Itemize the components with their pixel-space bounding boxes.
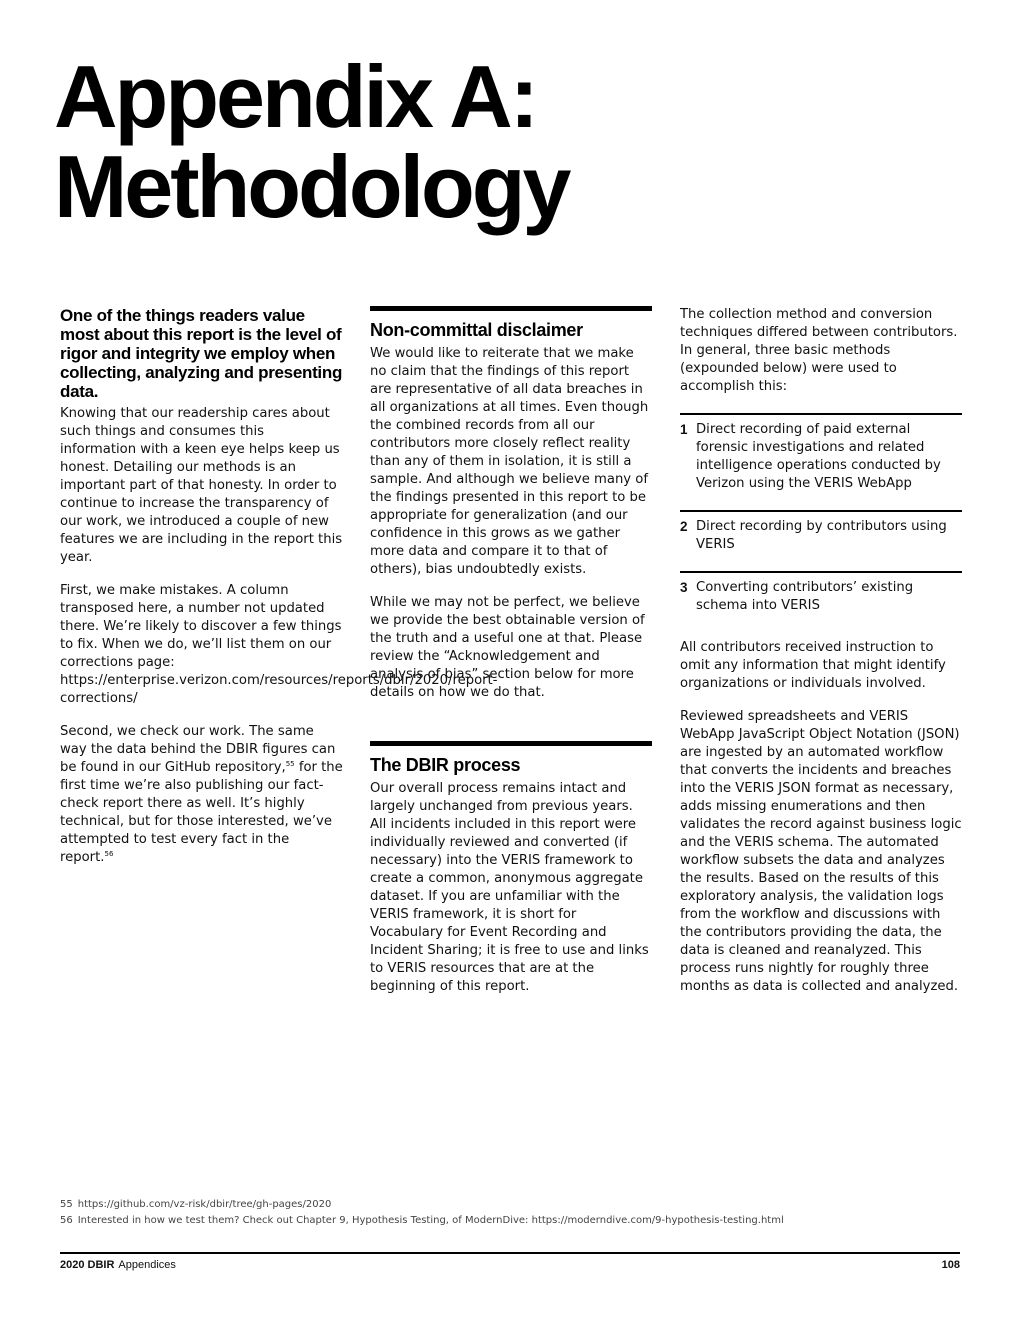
section-heading-dbir-process: The DBIR process (370, 755, 521, 775)
footnote-55 (60, 1197, 960, 1213)
footnote-number: 56 (60, 1215, 73, 1226)
fact-check-paragraph (60, 723, 344, 867)
collection-intro-paragraph: The collection method and conversion techniques differed between contributors. In general, three basic methods (expounded below) were used to accomplish this: (680, 307, 958, 394)
lede-paragraph: One of the things readers value most about this report is the level of rigor and integrity we employ when collecting, analyzing and presenting data. (60, 306, 343, 401)
list-item-number: 3 (680, 580, 688, 595)
process-paragraph: Our overall process remains intact and largely unchanged from previous years. All incidents included in this report were individually reviewed and converted (if necessary) into the VERIS framework to create a common, anonymous aggregate dataset. If you are unfamiliar with the VERIS framework, it is short for Vocabulary for Event Recording and Incident Sharing; it is free to use and links to VERIS resources that are at the beginning of this report. (370, 781, 649, 994)
list-item (680, 510, 962, 554)
anonymity-paragraph: All contributors received instruction to omit any information that might identify organizations or individuals involved. (680, 640, 946, 691)
list-item-number: 1 (680, 422, 688, 437)
page-title-line-1: Appendix A: (54, 47, 536, 146)
footer-left (60, 1258, 176, 1272)
page-number: 108 (941, 1259, 960, 1271)
footer-divider (60, 1252, 960, 1254)
footnote-link[interactable]: https://github.com/vz-risk/dbir/tree/gh-pages/2020 (77, 1199, 332, 1210)
section-divider (370, 741, 652, 746)
page-title (54, 47, 569, 236)
fact-check-text-a: Second, we check our work. The same way the data behind the DBIR figures can be found in our GitHub repository, (60, 724, 336, 775)
footnote-ref-56[interactable]: 56 (104, 850, 114, 858)
footer-section: Appendices (118, 1259, 176, 1271)
corrections-paragraph: First, we make mistakes. A column transposed here, a number not updated there. We’re likely to discover a few things to fix. When we do, we’ll list them on our corrections page: https://enterprise.verizon.com/resources/reports/dbir/2020/report-corrections/ (60, 583, 498, 706)
fact-check-text-b: for the first time we’re also publishing our fact-check report there as well. It’s highly technical, but for those interested, we’ve attempted to test every fact in the report. (60, 760, 343, 865)
workflow-paragraph: Reviewed spreadsheets and VERIS WebApp JavaScript Object Notation (JSON) are ingested by an automated workflow that converts the incidents and breaches into the VERIS JSON format as necessary, adds missing enumerations and then validates the record against business logic and the VERIS schema. The automated workflow subsets the data and analyzes the results. Based on the results of this exploratory analysis, the validation logs from the workflow and discussions with the contributors providing the data, the data is cleaned and reanalyzed. This process runs nightly for roughly three months as data is collected and analyzed. (680, 709, 962, 994)
footnote-number: 55 (60, 1199, 73, 1210)
footnote-56 (60, 1213, 960, 1229)
page-title-line-2: Methodology (54, 137, 569, 236)
section-divider (370, 306, 652, 311)
list-item-text: Direct recording by contributors using VERIS (696, 519, 947, 552)
methods-list (680, 413, 962, 615)
page-footer (60, 1258, 960, 1272)
disclaimer-paragraph: We would like to reiterate that we make no claim that the findings of this report are representative of all data breaches in all organizations at all times. Even though the combined records from all our contributors more closely reflect reality than any of them in isolation, it is still a sample. And although we believe many of the findings presented in this report to be appropriate for generalization (and our confidence in this grows as we gather more data and compare it to that of others), bias undoubtedly exists. (370, 346, 649, 577)
column-middle (370, 306, 652, 996)
list-item (680, 571, 962, 615)
list-item-text: Converting contributors’ existing schema into VERIS (696, 580, 914, 613)
list-item-text: Direct recording of paid external forensic investigations and related intelligence operations conducted by Verizon using the VERIS WebApp (696, 422, 941, 491)
footnotes (60, 1197, 960, 1229)
footer-brand: 2020 DBIR (60, 1259, 115, 1271)
section-heading-disclaimer: Non-committal disclaimer (370, 320, 583, 340)
intro-paragraph: Knowing that our readership cares about such things and consumes this information with a keen eye helps keep us honest. Detailing our methods is an important part of that honesty. In order to continue to increase the transparency of our work, we introduced a couple of new features we are including in the report this year. (60, 406, 343, 565)
column-right (680, 306, 962, 996)
bias-paragraph: While we may not be perfect, we believe we provide the best obtainable version of the truth and a useful one at that. Please review the “Acknowledgement and analysis of bias” section below for more details on how we do that. (370, 595, 645, 700)
footnote-ref-55[interactable]: 55 (285, 760, 295, 768)
list-item-number: 2 (680, 519, 688, 534)
footnote-text: Interested in how we test them? Check out Chapter 9, Hypothesis Testing, of ModernDive: https://moderndive.com/9-hypothesis-testing.html (77, 1215, 784, 1226)
list-item (680, 413, 962, 493)
